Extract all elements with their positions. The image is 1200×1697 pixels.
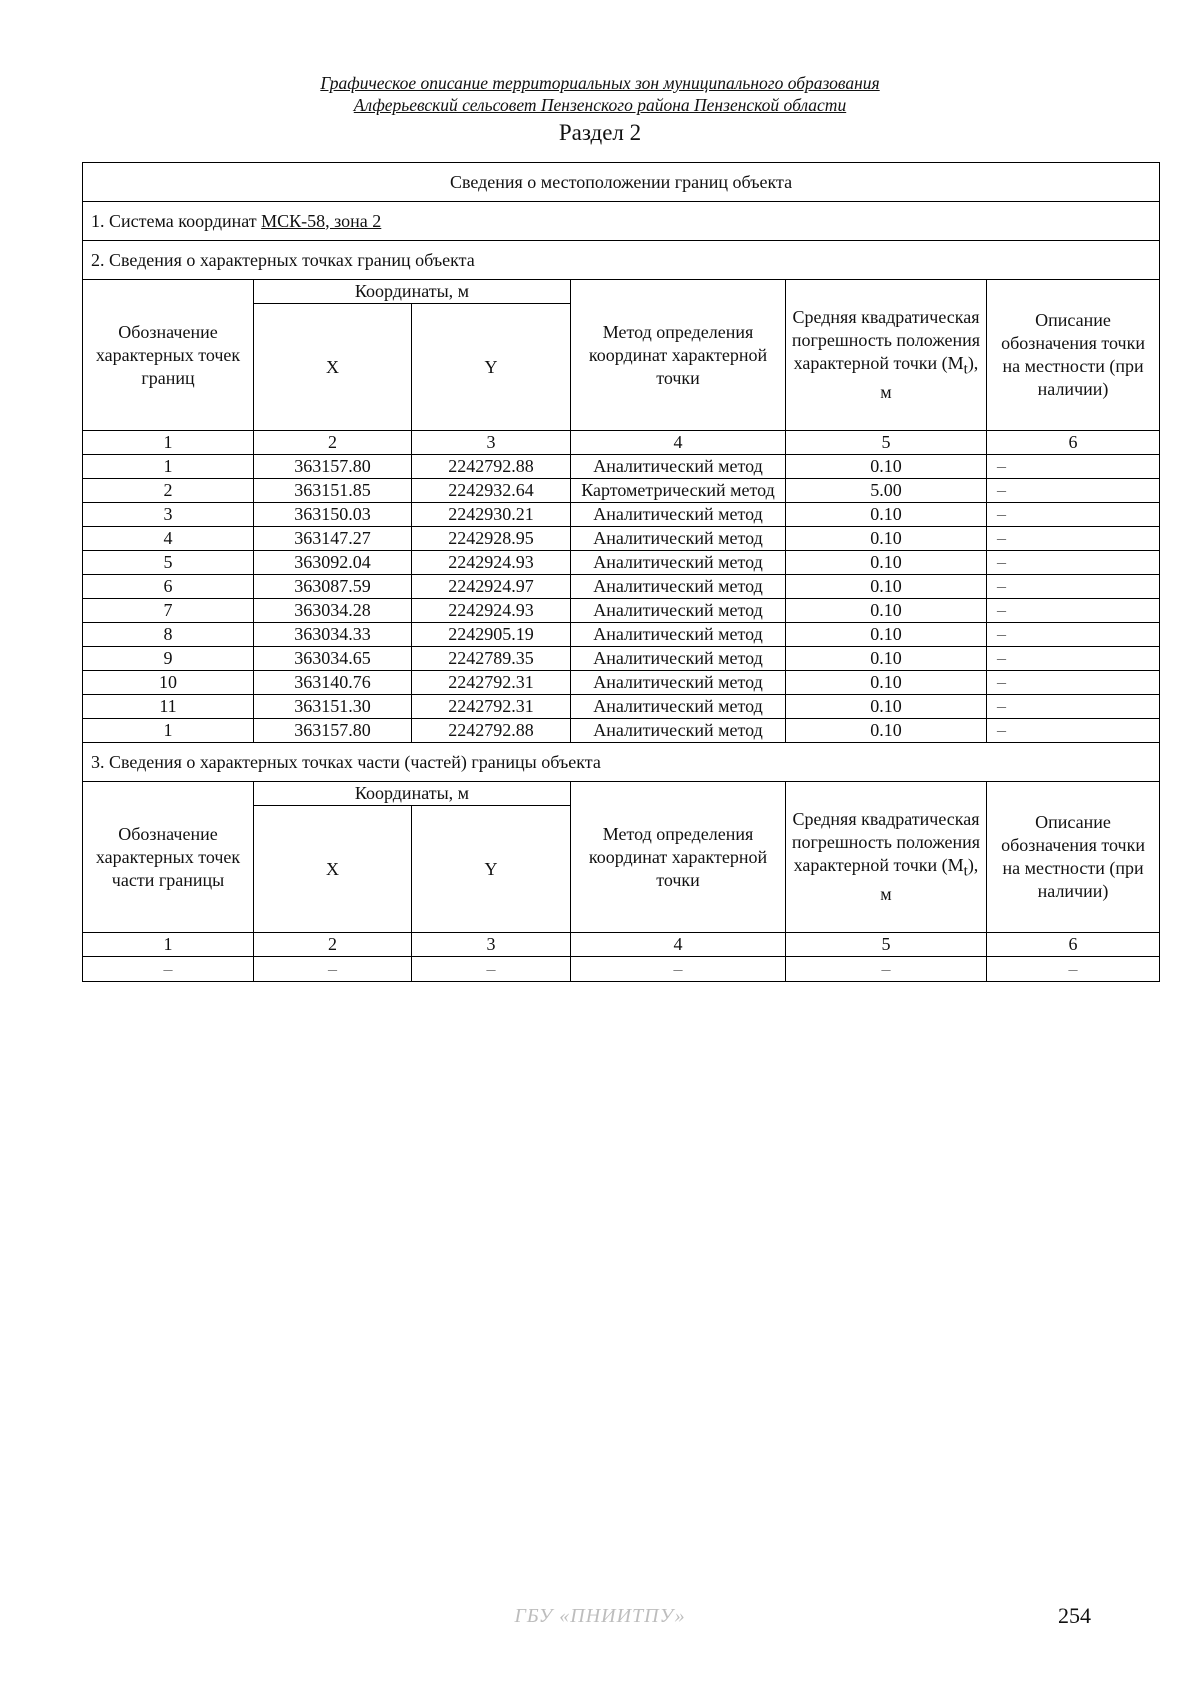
col-number: 1 — [83, 933, 254, 957]
footer-organization: ГБУ «ПНИИТПУ» — [514, 1605, 686, 1627]
cell-error: 0.10 — [786, 671, 987, 695]
cell-desc: – — [987, 623, 1160, 647]
cell-error: 0.10 — [786, 503, 987, 527]
cell-error: 0.10 — [786, 455, 987, 479]
cell-desc: – — [987, 551, 1160, 575]
part-col-header-description: Описание обозначения точки на местности (при наличии) — [987, 782, 1160, 933]
table-row — [83, 719, 1160, 743]
table-row — [83, 671, 1160, 695]
col-number: 3 — [412, 933, 571, 957]
table-row — [83, 455, 1160, 479]
cell-y: 2242924.97 — [412, 575, 571, 599]
coord-system-cell — [83, 202, 1160, 241]
cell-method: Аналитический метод — [571, 455, 786, 479]
cell-error: 0.10 — [786, 719, 987, 743]
header-row-1 — [83, 280, 1160, 304]
cell-error: 0.10 — [786, 599, 987, 623]
col-number: 4 — [571, 933, 786, 957]
cell-x: – — [254, 957, 412, 982]
part-header-row-1 — [83, 782, 1160, 806]
col-header-y: Y — [412, 304, 571, 431]
cell-point: 3 — [83, 503, 254, 527]
table-row — [83, 575, 1160, 599]
column-numbers-row — [83, 431, 1160, 455]
table-row — [83, 647, 1160, 671]
col-header-point: Обозначение характерных точек границ — [83, 280, 254, 431]
section3-title-row — [83, 743, 1160, 782]
cell-error: 0.10 — [786, 575, 987, 599]
cell-error: 0.10 — [786, 551, 987, 575]
col-header-x: X — [254, 304, 412, 431]
cell-method: Аналитический метод — [571, 671, 786, 695]
cell-desc: – — [987, 503, 1160, 527]
cell-y: 2242928.95 — [412, 527, 571, 551]
cell-point: 2 — [83, 479, 254, 503]
cell-y: 2242932.64 — [412, 479, 571, 503]
cell-y: 2242792.31 — [412, 695, 571, 719]
col-number: 2 — [254, 431, 412, 455]
cell-desc: – — [987, 599, 1160, 623]
col-number: 1 — [83, 431, 254, 455]
cell-error: 0.10 — [786, 623, 987, 647]
col-number: 5 — [786, 933, 987, 957]
cell-error: – — [786, 957, 987, 982]
col-number: 5 — [786, 431, 987, 455]
table-row — [83, 599, 1160, 623]
table-row — [83, 623, 1160, 647]
cell-method: – — [571, 957, 786, 982]
cell-desc: – — [987, 695, 1160, 719]
cell-method: Аналитический метод — [571, 647, 786, 671]
header-title-line-1: Графическое описание территориальных зон муниципального образования — [320, 73, 880, 93]
cell-x: 363034.65 — [254, 647, 412, 671]
cell-y: 2242905.19 — [412, 623, 571, 647]
cell-x: 363151.30 — [254, 695, 412, 719]
col-number: 4 — [571, 431, 786, 455]
cell-error: 0.10 — [786, 527, 987, 551]
cell-desc: – — [987, 671, 1160, 695]
document-header — [0, 72, 1200, 148]
cell-point: 7 — [83, 599, 254, 623]
part-col-header-x: X — [254, 806, 412, 933]
section3-title: 3. Сведения о характерных точках части (частей) границы объекта — [83, 743, 1160, 782]
cell-x: 363087.59 — [254, 575, 412, 599]
part-col-header-error: Средняя квадратическая погрешность положения характерной точки $(M_t)$, м — [786, 782, 987, 933]
cell-method: Аналитический метод — [571, 551, 786, 575]
col-header-description: Описание обозначения точки на местности (при наличии) — [987, 280, 1160, 431]
part-col-header-point: Обозначение характерных точек части границы — [83, 782, 254, 933]
cell-y: 2242924.93 — [412, 551, 571, 575]
col-header-error: Средняя квадратическая погрешность положения характерной точки $(M_t)$, м — [786, 280, 987, 431]
boundary-table — [82, 162, 1160, 982]
cell-y: 2242792.31 — [412, 671, 571, 695]
col-number: 2 — [254, 933, 412, 957]
table-row — [83, 695, 1160, 719]
cell-desc: – — [987, 719, 1160, 743]
table-row — [83, 479, 1160, 503]
cell-method: Аналитический метод — [571, 599, 786, 623]
cell-desc: – — [987, 647, 1160, 671]
cell-x: 363140.76 — [254, 671, 412, 695]
cell-method: Аналитический метод — [571, 695, 786, 719]
cell-point: 8 — [83, 623, 254, 647]
cell-desc: – — [987, 957, 1160, 982]
cell-x: 363034.33 — [254, 623, 412, 647]
col-number: 3 — [412, 431, 571, 455]
cell-point: 1 — [83, 719, 254, 743]
cell-point: 11 — [83, 695, 254, 719]
cell-y: 2242792.88 — [412, 455, 571, 479]
cell-desc: – — [987, 479, 1160, 503]
cell-x: 363034.28 — [254, 599, 412, 623]
cell-x: 363151.85 — [254, 479, 412, 503]
part-col-header-method: Метод определения координат характерной точки — [571, 782, 786, 933]
table-row — [83, 503, 1160, 527]
table-row — [83, 527, 1160, 551]
cell-point: 9 — [83, 647, 254, 671]
cell-x: 363092.04 — [254, 551, 412, 575]
section2-title-row — [83, 241, 1160, 280]
table-title-row — [83, 163, 1160, 202]
cell-method: Аналитический метод — [571, 575, 786, 599]
cell-method: Аналитический метод — [571, 527, 786, 551]
cell-y: 2242789.35 — [412, 647, 571, 671]
cell-method: Аналитический метод — [571, 503, 786, 527]
cell-y: 2242924.93 — [412, 599, 571, 623]
cell-method: Аналитический метод — [571, 719, 786, 743]
part-col-header-y: Y — [412, 806, 571, 933]
section-title: Раздел 2 — [558, 120, 642, 145]
coord-system-label: 1. Система координат — [91, 210, 257, 231]
cell-method: Аналитический метод — [571, 623, 786, 647]
page-number: 254 — [1058, 1603, 1091, 1628]
table-title: Сведения о местоположении границ объекта — [83, 163, 1160, 202]
col-header-coords: Координаты, м — [254, 280, 571, 304]
cell-x: 363147.27 — [254, 527, 412, 551]
cell-desc: – — [987, 527, 1160, 551]
cell-x: 363150.03 — [254, 503, 412, 527]
col-header-method: Метод определения координат характерной точки — [571, 280, 786, 431]
part-table-row — [83, 957, 1160, 982]
cell-y: 2242792.88 — [412, 719, 571, 743]
cell-point: – — [83, 957, 254, 982]
part-column-numbers-row — [83, 933, 1160, 957]
cell-point: 10 — [83, 671, 254, 695]
cell-point: 4 — [83, 527, 254, 551]
cell-point: 1 — [83, 455, 254, 479]
table-row — [83, 551, 1160, 575]
cell-x: 363157.80 — [254, 719, 412, 743]
col-number: 6 — [987, 431, 1160, 455]
cell-error: 5.00 — [786, 479, 987, 503]
cell-error: 0.10 — [786, 647, 987, 671]
section2-title: 2. Сведения о характерных точках границ объекта — [83, 241, 1160, 280]
cell-x: 363157.80 — [254, 455, 412, 479]
cell-error: 0.10 — [786, 695, 987, 719]
col-number: 6 — [987, 933, 1160, 957]
coord-system-value: МСК-58, зона 2 — [261, 210, 382, 231]
cell-desc: – — [987, 575, 1160, 599]
cell-point: 6 — [83, 575, 254, 599]
cell-desc: – — [987, 455, 1160, 479]
cell-point: 5 — [83, 551, 254, 575]
part-col-header-coords: Координаты, м — [254, 782, 571, 806]
header-title-line-2: Алферьевский сельсовет Пензенского района Пензенской области — [353, 95, 847, 115]
cell-y: – — [412, 957, 571, 982]
cell-method: Картометрический метод — [571, 479, 786, 503]
cell-y: 2242930.21 — [412, 503, 571, 527]
coord-system-row — [83, 202, 1160, 241]
